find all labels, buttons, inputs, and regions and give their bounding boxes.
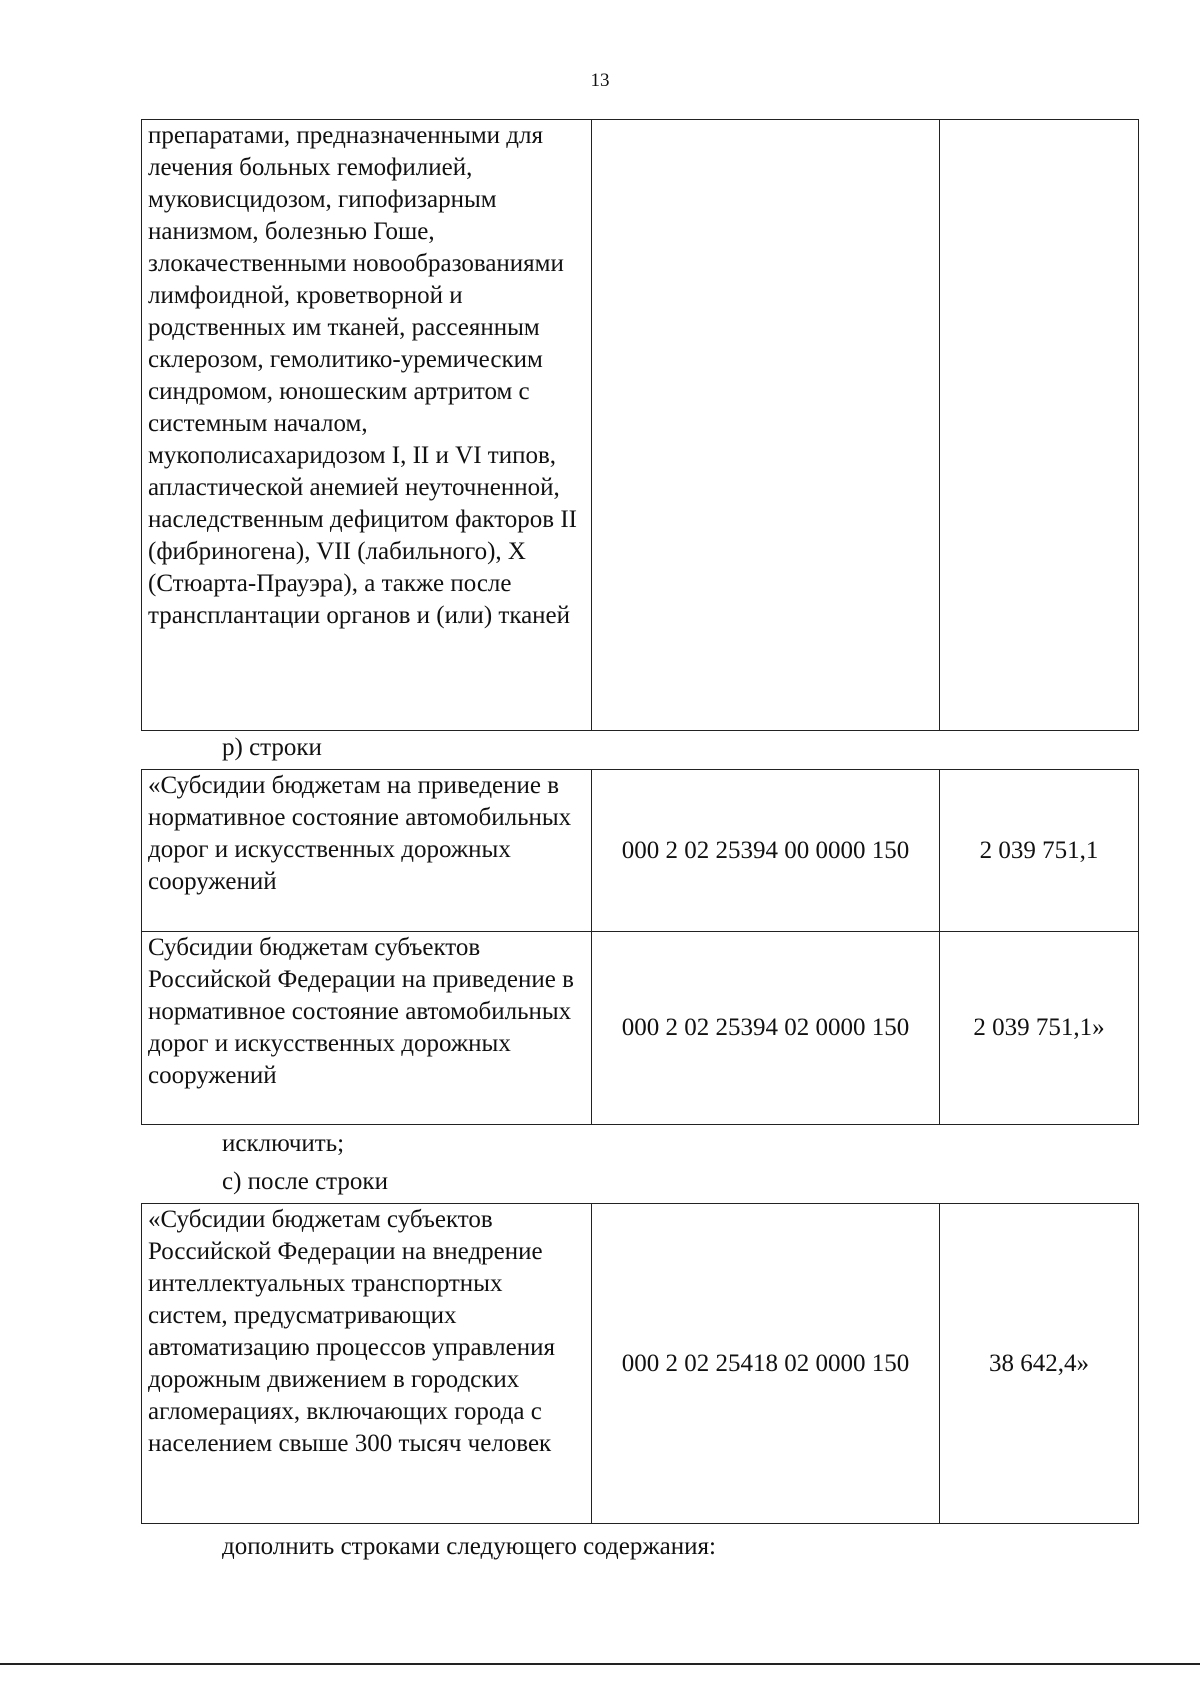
page-number: 13 [590,70,610,91]
row-code-cell: 000 2 02 25394 02 0000 150 [592,932,940,1125]
row-amount-cell: 38 642,4» [940,1204,1139,1524]
table-row [142,932,1139,1125]
table-row [142,770,1139,932]
row-code-cell: 000 2 02 25394 00 0000 150 [592,770,940,932]
row-code-cell: 000 2 02 25418 02 0000 150 [592,1204,940,1524]
paragraph-s: с) после строки [222,1168,388,1195]
table-row [142,1204,1139,1524]
paragraph-r: р) строки [222,734,322,761]
row-amount-cell [940,120,1139,731]
row-amount-cell: 2 039 751,1» [940,932,1139,1125]
row-name-cell: Субсидии бюджетам субъектов Российской Федерации на приведение в нормативное состояние автомобильных дорог и искусственных дорожных сооружений [142,932,592,1125]
row-amount-cell: 2 039 751,1 [940,770,1139,932]
budget-table-anchor-row [141,1203,1139,1524]
row-name-cell: «Субсидии бюджетам субъектов Российской Федерации на внедрение интеллектуальных транспортных систем, предусматривающих автоматизацию процессов управления дорожным движением в городских агломерациях, включающих города с населением свыше 300 тысяч человек [142,1204,592,1524]
paragraph-append: дополнить строками следующего содержания: [222,1533,716,1560]
row-name-cell: препаратами, предназначенными для лечения больных гемофилией, муковисцидозом, гипофизарным нанизмом, болезнью Гоше, злокачественными новообразованиями лимфоидной, кроветворной и родственных им тканей, рассеянным склерозом, гемолитико-уремическим синдромом, юношеским артритом с системным началом, мукополисахаридозом I, II и VI типов, апластической анемией неуточненной, наследственным дефицитом факторов II (фибриногена), VII (лабильного), X (Стюарта-Прауэра), а также после трансплантации органов и (или) тканей [142,120,592,731]
paragraph-exclude: исключить; [222,1130,345,1157]
row-code-cell [592,120,940,731]
row-name-cell: «Субсидии бюджетам на приведение в нормативное состояние автомобильных дорог и искусственных дорожных сооружений [142,770,592,932]
budget-table-rows-removed [141,769,1139,1125]
budget-table-continuation [141,119,1139,731]
table-row [142,120,1139,731]
footer-divider [0,1663,1200,1665]
